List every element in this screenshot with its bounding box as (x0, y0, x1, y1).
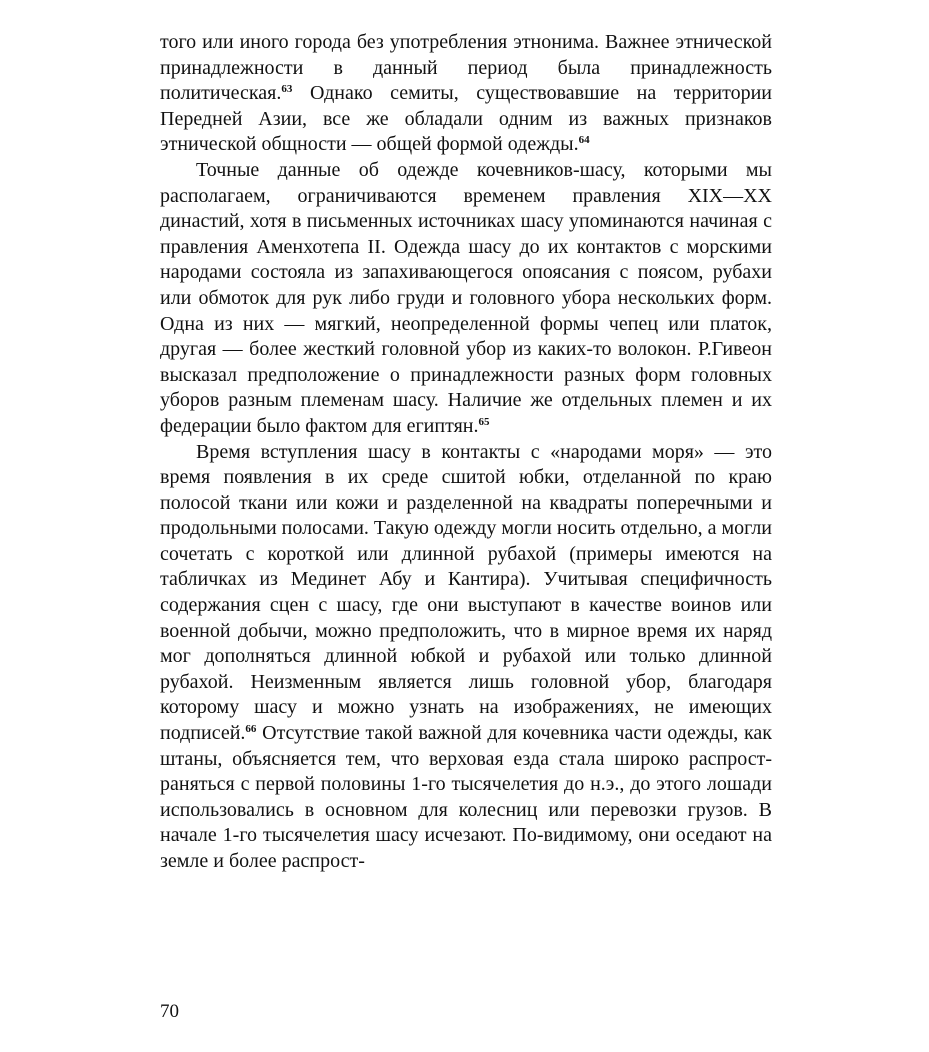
footnote-ref-64: 64 (578, 134, 590, 147)
paragraph-1 (160, 30, 772, 158)
paragraph-text: Точные данные об одежде кочевников-шасу, которыми мы располагаем, ограничиваются временем правления XIX—XX династий, хотя в письменных источниках шасу упоминаются начиная с правления Аменхотепа II. Одежда шасу до их контактов с морскими народами состояла из запахивающегося опоясания с поясом, рубахи или обмоток для рук либо груди и головного убора нескольких форм. Одна из них — мягкий, неопределенной формы чепец или платок, другая — более жесткий головной убор из каких-то волокон. Р.Гивеон высказал предположение о принадлежности разных форм головных уборов разным племенам шасу. Наличие же отдельных племен и их федерации было фактом для египтян. (160, 158, 772, 437)
page-number: 70 (160, 1001, 179, 1022)
footnote-ref-65: 65 (478, 415, 490, 428)
paragraph-2 (160, 158, 772, 440)
paragraph-3 (160, 440, 772, 875)
paragraph-text: Время вступления шасу в контакты с «народами моря» — это время появления в их среде сшитой юбки, отделанной по краю полосой ткани или кожи и разделенной на квадраты поперечными и продольными полосами. Такую одежду могли носить отдельно, а могли сочетать с короткой или длинной рубахой (примеры имеются на табличках из Мединет Абу и Кантира). Учитывая специфичность содержания сцен с шасу, где они выступают в качестве воинов или военной добычи, можно предположить, что в мирное время их наряд мог дополняться длинной юбкой и рубахой или только длинной рубахой. Неизменным является лишь головной убор, благодаря которому шасу и можно узнать на изображениях, не имеющих подписей. (160, 440, 773, 745)
footnote-ref-63: 63 (281, 83, 293, 96)
footnote-ref-66: 66 (245, 723, 257, 736)
paragraph-text: Однако семиты, существовавшие на территории Передней Азии, все же обладали одним из важных признаков этнической общности — общей формой одежды. (160, 82, 772, 156)
page-text (160, 30, 772, 875)
paragraph-text: Отсутствие такой важной для кочевника части одежды, как штаны, объясняется тем, что верховая езда стала широко распространяться с первой половины 1-го тысячелетия до н.э., до этого лошади использовались в основном для колесниц или перевозки грузов. В начале 1-го тысячелетия шасу исчезают. По-видимому, они оседают на земле и более распрост- (160, 722, 772, 872)
paragraph-text: того или иного города без употребления этнонима. Важнее этнической принадлежности в данный период была принадлежность политическая. (160, 31, 772, 105)
